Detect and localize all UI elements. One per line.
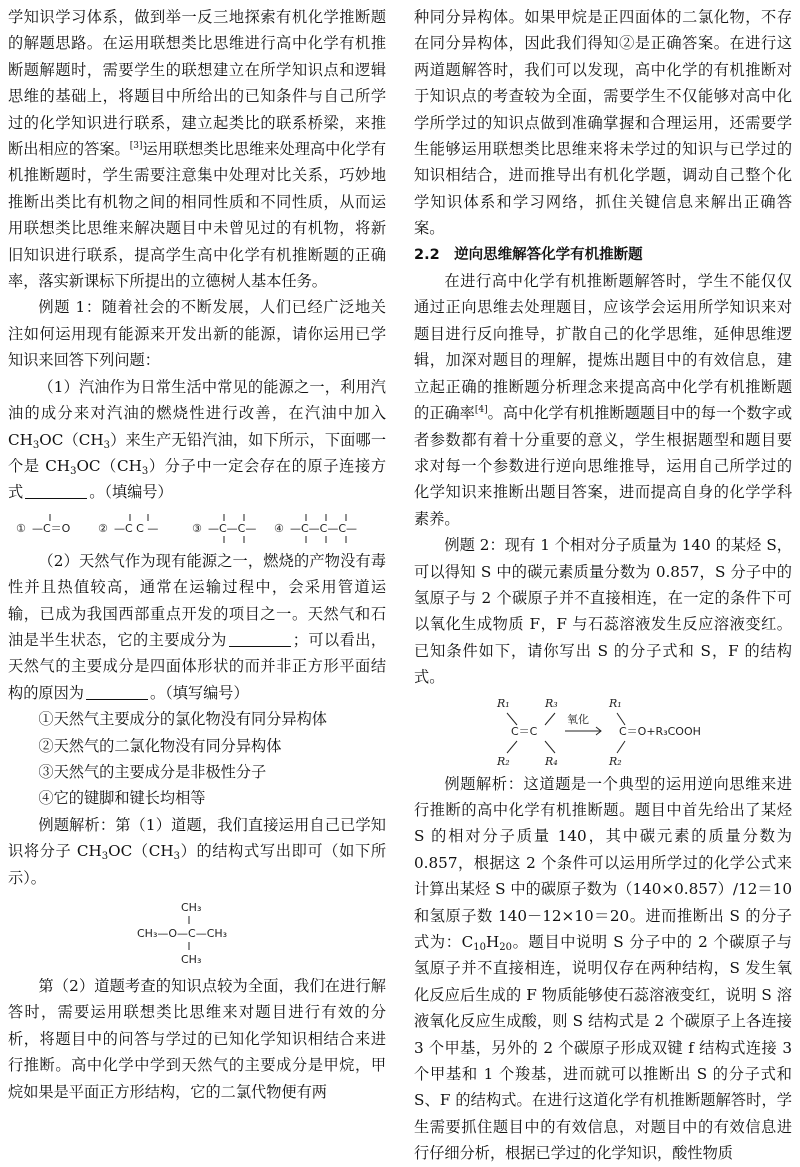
paragraph: 第（2）道题考查的知识点较为全面，我们在进行解答时，需要运用联想类比思维来对题目进行有效的分析，将题目中的问答与学过的已知化学知识相结合来进行推断。高中化学中学到天然气的主要成分是甲烷，甲烷如果是平面正方形结构，它的二氯代物便有两 (8, 977, 386, 1101)
bond-options-figure (12, 506, 382, 548)
svg-text:—C—C—C—: —C—C—C— (290, 521, 358, 535)
reagent-label: 氧化 (567, 712, 589, 726)
svg-text:R₂: R₂ (609, 754, 622, 768)
option-1: ①天然气主要成分的氯化物没有同分异构体 (38, 710, 327, 729)
answer-blank (86, 683, 148, 700)
paragraph: 种同分异构体。如果甲烷是正四面体的二氯化物，不存在同分异构体，因此我们得知②是正确答案。在进行这两道题解答时，我们可以发现，高中化学的有机推断对于知识点的考查较为全面，需要学生不仅能够对高中化学所学过的知识点做到准确掌握和合理运用，还需要学生能够运用联想类比思维来将未学过的知识与已学过的知识相结合，进而推导出有机化学题，调动自己整个化学知识体系和学习网络，抓住关键信息来解出正确答案。 (414, 8, 792, 238)
option-2-marker: ② (98, 521, 108, 535)
svg-text:—C C —: —C C — (114, 521, 159, 535)
paragraph: 在进行高中化学有机推断题解答时，学生不能仅仅通过正向思维去处理题目，应该学会运用所学知识来对题目进行反向推导，扩散自己的化学思维，延伸思维逻辑，加深对题目的理解，提炼出题目中的有效信息，建立起正确的推断题分析理念来提高高中化学有机推断题的正确率[4]。高中化学有机推断题题目中的每一个数字或者参数都有着十分重要的意义，学生根据题型和题目要求对每一个参数进行逆向思维推导，运用自己所学过的化学知识来推断出题目答案，进而提高自身的化学学科素养。 (414, 272, 792, 528)
reaction-product: C＝O+R₃COOH (619, 724, 701, 738)
analysis-1: 例题解析：第（1）道题，我们直接运用自己已学知识将分子 $CH_3OC(CH_3)$的结构式写出即可（如下所示）。 (8, 815, 387, 887)
option-4: ④它的键脚和键长均相等 (38, 789, 206, 808)
reaction-scheme-figure (483, 691, 723, 771)
svg-text:C＝C: C＝C (511, 724, 538, 738)
right-column (414, 4, 792, 1167)
option-2: ②天然气的二氯化物没有同分异构体 (38, 736, 282, 755)
option-3: ③天然气的主要成分是非极性分子 (38, 762, 267, 781)
citation: [4] (474, 405, 488, 416)
svg-text:R₂: R₂ (497, 754, 510, 768)
svg-text:—C＝O: —C＝O (32, 521, 71, 535)
option-1-marker: ① (16, 521, 26, 535)
question-1: （1）汽油作为日常生活中常见的能源之一，利用汽油的成分来对汽油的燃烧性进行改善，在汽油中加入 $CH_3OC(CH_3)$来生产无铅汽油，如下所示，下面哪一个是 $CH_3OC(CH_3)$分子中一定会存在的原子连接方式 。（填编号） (8, 377, 387, 502)
section-heading: 2.2 逆向思维解答化学有机推断题 (414, 246, 643, 263)
left-column (8, 4, 386, 1105)
svg-text:R₁: R₁ (497, 696, 510, 710)
analysis-2: 例题解析：这道题是一个典型的运用逆向思维来进行推断的高中化学有机推断题。题目中首先给出了某烃 S 的相对分子质量 140，其中碳元素的质量分数为 0.857，根据这 2 个条件可以运用所学过的化学公式来计算出某烃 S 中的碳原子数为（140×0.857）/12＝10 和氢原子数 140－12×10＝20。进而推断出 S 的分子式为：$C_{10}H_{20}$。题目中说明 S 分子中的 2 个碳原子与氢原子并不直接相连，说明仅存在两种结构，S 发生氧化反应后生成的 F 物质能够使石蕊溶液变红，说明 S 溶液氧化反应生成酸，则 S 结构式是 2 个碳原子上各连接 3 个甲基，另外的 2 个碳原子形成双键 f 结构式连接 3 个甲基和 1 个羧基，进而就可以推断出 S 的分子式和 S、F 的结构式。在进行这道化学有机推断题解答时，学生需要抓住题目中的有效信息，对题目中的有效信息进行仔细分析，根据已学过的化学知识，酸性物质 (414, 774, 792, 1163)
svg-text:R₁: R₁ (609, 696, 622, 710)
svg-text:—C—C—: —C—C— (208, 521, 257, 535)
option-4-marker: ④ (274, 521, 284, 535)
mol-bottom: CH₃ (181, 953, 202, 966)
option-3-marker: ③ (192, 521, 202, 535)
paragraph: 学知识学习体系，做到举一反三地探索有机化学推断题的解题思路。在运用联想类比思维进行高中化学有机推断题解题时，需要学生的联想建立在所学知识点和逻辑思维的基础上，将题目中所给出的已知条件与自己所学过的化学知识进行联系，建立起类比的联系桥梁，来推断出相应的答案。[3]运用联想类比思维来处理高中化学有机推断题时，学生需要注意集中处理对比关系，巧妙地推断出类比有机物之间的相同性质和不同性质，从而运用联想类比思维来解决题目中未曾见过的有机物，将新旧知识进行联系，提高学生高中化学有机推断题的正确率，落实新课标下所提出的立德树人基本任务。 (8, 8, 386, 291)
example-1-stem: 例题 1：随着社会的不断发展，人们已经广泛地关注如何运用现有能源来开发出新的能源，请你运用已学知识来回答下列问题： (8, 298, 386, 370)
structural-formula-figure (97, 891, 297, 973)
svg-text:R₄: R₄ (545, 754, 558, 768)
mol-chain: CH₃—O—C—CH₃ (137, 927, 228, 940)
answer-blank (25, 482, 87, 499)
citation: [3] (129, 141, 143, 152)
example-2-stem: 例题 2：现有 1 个相对分子质量为 140 的某烃 S，可以得知 S 中的碳元素质量分数为 0.857，S 分子中的氢原子与 2 个碳原子并不直接相连，在一定的条件下可以氧化生成物质 F，F 与石蕊溶液发生反应溶液变红。已知条件如下，请你写出 S 的分子式和 S，F 的结构式。 (414, 536, 792, 687)
question-2: （2）天然气作为现有能源之一，燃烧的产物没有毒性并且热值较高，通常在运输过程中，会采用管道运输，已成为我国西部重点开发的项目之一。天然气和石油是半生状态，它的主要成分为 ；可以看出，天然气的主要成分是四面体形状的而并非正方形平面结构的原因为 。（填写编号） (8, 551, 387, 702)
svg-text:R₃: R₃ (545, 696, 558, 710)
mol-top: CH₃ (181, 901, 202, 914)
answer-blank (229, 630, 291, 647)
